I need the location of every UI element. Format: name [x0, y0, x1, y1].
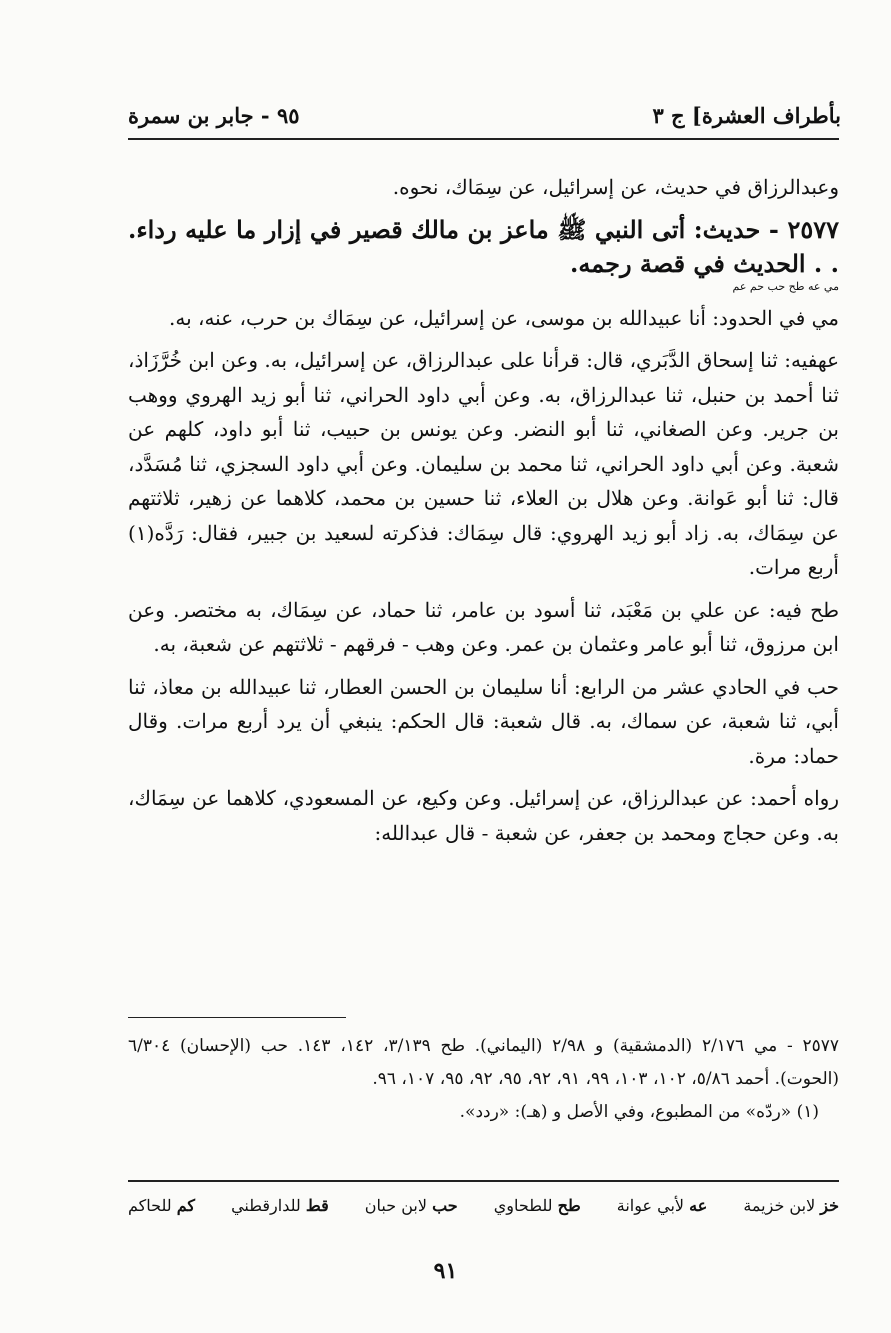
paragraph-0: وعبدالرزاق في حديث، عن إسرائيل، عن سِمَاك، نحوه. — [392, 175, 839, 199]
header-chapter-title: ٩٥ - جابر بن سمرة — [128, 103, 300, 128]
footnotes — [128, 1030, 839, 1129]
footnote-separator — [128, 1017, 346, 1018]
main-text — [128, 170, 839, 858]
page-number: ٩١ — [433, 1258, 458, 1284]
paragraph-ah: عهفيه: ثنا إسحاق الدَّبَري، قال: قرأنا على عبدالرزاق، عن إسرائيل، به. وعن ابن خُرَّزَاذ، ثنا أحمد بن حنبل، ثنا عبدالرزاق، به. وعن أبي داود الحراني، ثنا أبو زيد الهروي ووهب بن جرير. وعن الصغاني، ثنا أبو النضر. وعن يونس بن حبيب، ثنا أبو داود، كلهم عن شعبة. وعن أبي داود الحراني، ثنا محمد بن سليمان. وعن أبي داود السجزي، ثنا مُسَدَّد، قال: ثنا أبو عَوانة. وعن هلال بن العلاء، ثنا حسين بن محمد، كلاهما عن زهير، ثلاثتهم عن سِمَاك، به. زاد أبو زيد الهروي: قال سِمَاك: فذكرته لسعيد بن جبير، فقال: رَدَّه(١) أربع مرات. — [128, 348, 839, 579]
paragraph-hb: حب في الحادي عشر من الرابع: أنا سليمان بن الحسن العطار، ثنا عبيدالله بن معاذ، ثنا أبي، ثنا شعبة، عن سماك، به. قال شعبة: قال الحكم: ينبغي أن يرد أربع مرات. وقال حماد: مرة. — [128, 674, 839, 768]
abbreviations-rule — [128, 1180, 839, 1182]
abbreviations-key — [128, 1196, 839, 1215]
paragraph-ahmad: رواه أحمد: عن عبدالرزاق، عن إسرائيل. وعن وكيع، عن المسعودي، كلاهما عن سِمَاك، به. وعن حجاج ومحمد بن جعفر، عن شعبة - قال عبدالله: — [128, 786, 839, 845]
abbrev-item: قط للدارقطني — [231, 1196, 329, 1215]
hadith-number: ٢٥٧٧ - — [760, 214, 840, 244]
header-rule — [128, 138, 839, 140]
footnote-1: (١) «ردّه» من المطبوع، وفي الأصل و (هـ): «ردد». — [459, 1102, 819, 1122]
abbrev-item: كم للحاكم — [128, 1196, 196, 1215]
header-book-volume: بأطراف العشرة] ج ٣ — [652, 103, 841, 128]
hadith-title: حديث: أتى النبي ﷺ ماعز بن مالك قصير في إزار ما عليه رداء. . . الحديث في قصة رجمه. — [128, 214, 839, 278]
paragraph-th: طح فيه: عن علي بن مَعْبَد، ثنا أسود بن عامر، ثنا حماد، عن سِمَاك، به مختصر. وعن ابن مرزوق، ثنا أبو عامر وعثمان بن عمر. وعن وهب - فرقهم - ثلاثتهم عن شعبة، به. — [128, 597, 839, 656]
footnote-references: ٢٥٧٧ - مي ٢/١٧٦ (الدمشقية) و ٢/٩٨ (اليماني). طح ٣/١٣٩، ١٤٢، ١٤٣. حب (الإحسان) ٦/٣٠٤ (الحوت). أحمد ٥/٨٦، ١٠٢، ١٠٣، ٩٩، ٩١، ٩٢، ٩٥، ٩٢، ٩٥، ١٠٧، ٩٦. — [128, 1036, 840, 1089]
paragraph-mi: مي في الحدود: أنا عبيدالله بن موسى، عن إسرائيل، عن سِمَاك بن حرب، عنه، به. — [169, 305, 839, 330]
abbrev-item: خز لابن خزيمة — [743, 1196, 839, 1215]
source-sigla: مي عه طح حب حم عم — [732, 279, 839, 293]
abbrev-item: عه لأبي عوانة — [616, 1196, 708, 1215]
abbrev-item: حب لابن حبان — [364, 1196, 458, 1215]
abbrev-item: طح للطحاوي — [493, 1196, 581, 1215]
running-header — [128, 88, 841, 128]
hadith-heading — [128, 213, 839, 281]
